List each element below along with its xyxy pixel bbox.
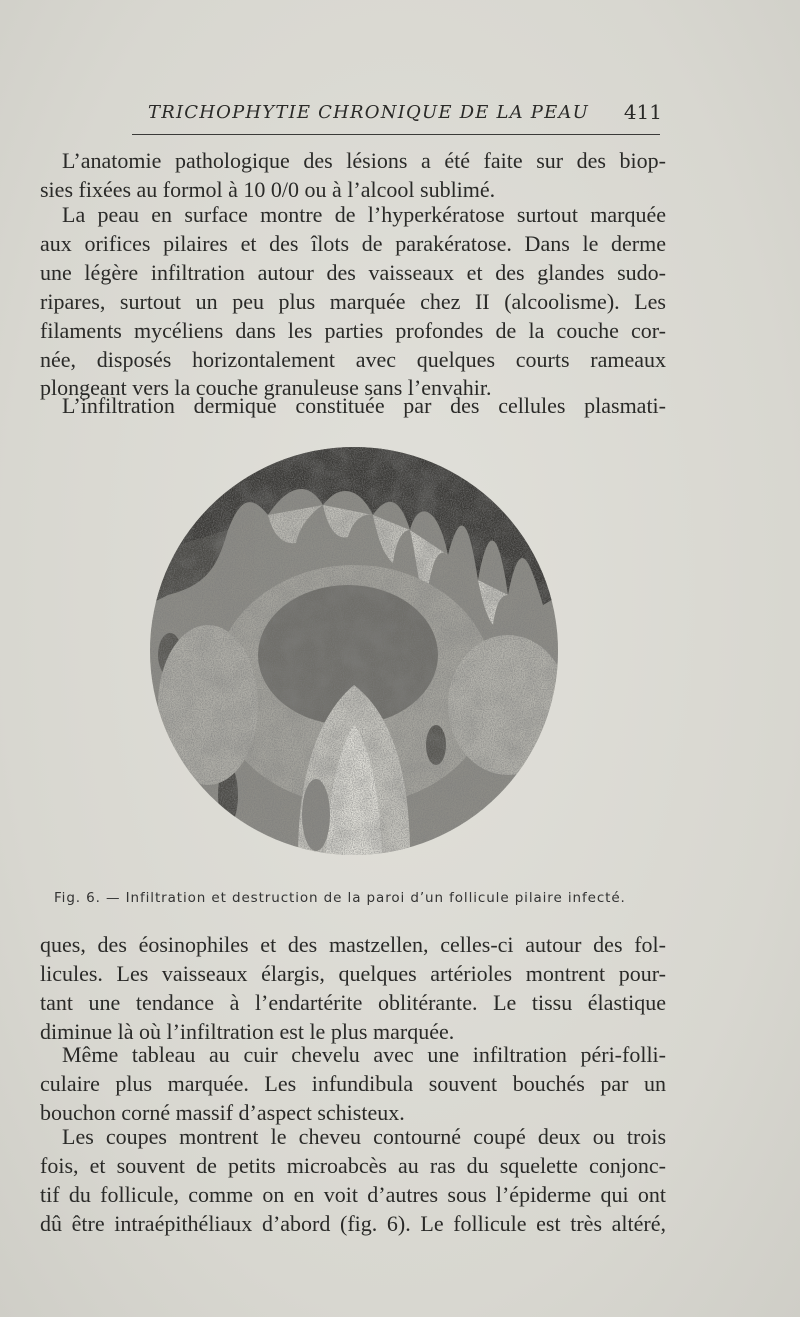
- text-line: Même tableau au cuir chevelu avec une infiltration péri-folli-: [62, 1042, 666, 1067]
- text-line: La peau en surface montre de l’hyperkératose surtout marquée: [62, 202, 666, 227]
- text-line: L’infiltration dermique constituée par des cellules plasmati-: [62, 393, 666, 418]
- text-line: sies fixées au formol à 10 0/0 ou à l’alcool sublimé.: [40, 176, 496, 202]
- paragraph-5: [40, 1041, 666, 1128]
- paragraph-6: [40, 1123, 666, 1239]
- text-line: culaire plus marquée. Les infundibula souvent bouchés par un: [40, 1070, 666, 1096]
- text-line: née, disposés horizontalement avec quelques courts rameaux: [40, 346, 666, 372]
- running-title: TRICHOPHYTIE CHRONIQUE DE LA PEAU: [148, 102, 589, 123]
- figure-caption: Fig. 6. — Infiltration et destruction de la paroi d’un follicule pilaire infecté.: [54, 890, 626, 906]
- paragraph-1: [40, 147, 666, 205]
- header-rule: [132, 134, 660, 135]
- running-header: [130, 100, 660, 128]
- text-line: tif du follicule, comme on en voit d’autres sous l’épiderme qui ont: [40, 1181, 666, 1207]
- text-line: aux orifices pilaires et des îlots de parakératose. Dans le derme: [40, 230, 666, 256]
- paragraph-2: [40, 201, 666, 403]
- text-line: tant une tendance à l’endartérite oblitérante. Le tissu élastique: [40, 989, 666, 1015]
- text-line: dû être intraépithéliaux d’abord (fig. 6). Le follicule est très altéré,: [40, 1210, 666, 1236]
- histology-micrograph: [148, 445, 560, 857]
- text-line: ques, des éosinophiles et des mastzellen, celles-ci autour des fol-: [40, 932, 666, 957]
- text-line: plongeant vers la couche granuleuse sans l’envahir.: [40, 375, 492, 401]
- text-line: fois, et souvent de petits microabcès au ras du squelette conjonc-: [40, 1152, 666, 1178]
- text-line: ripares, surtout un peu plus marquée chez II (alcoolisme). Les: [40, 288, 666, 314]
- text-line: L’anatomie pathologique des lésions a été faite sur des biop-: [62, 148, 666, 173]
- text-line: une légère infiltration autour des vaisseaux et des glandes sudo-: [40, 259, 666, 285]
- text-line: Les coupes montrent le cheveu contourné coupé deux ou trois: [62, 1124, 666, 1149]
- text-line: bouchon corné massif d’aspect schisteux.: [40, 1099, 405, 1125]
- text-line: filaments mycéliens dans les parties profondes de la couche cor-: [40, 317, 666, 343]
- paragraph-4: [40, 931, 666, 1047]
- text-line: licules. Les vaisseaux élargis, quelques artérioles montrent pour-: [40, 960, 666, 986]
- text-line: diminue là où l’infiltration est le plus marquée.: [40, 1018, 455, 1044]
- page-number: 411: [623, 100, 662, 124]
- paragraph-3: [40, 392, 666, 421]
